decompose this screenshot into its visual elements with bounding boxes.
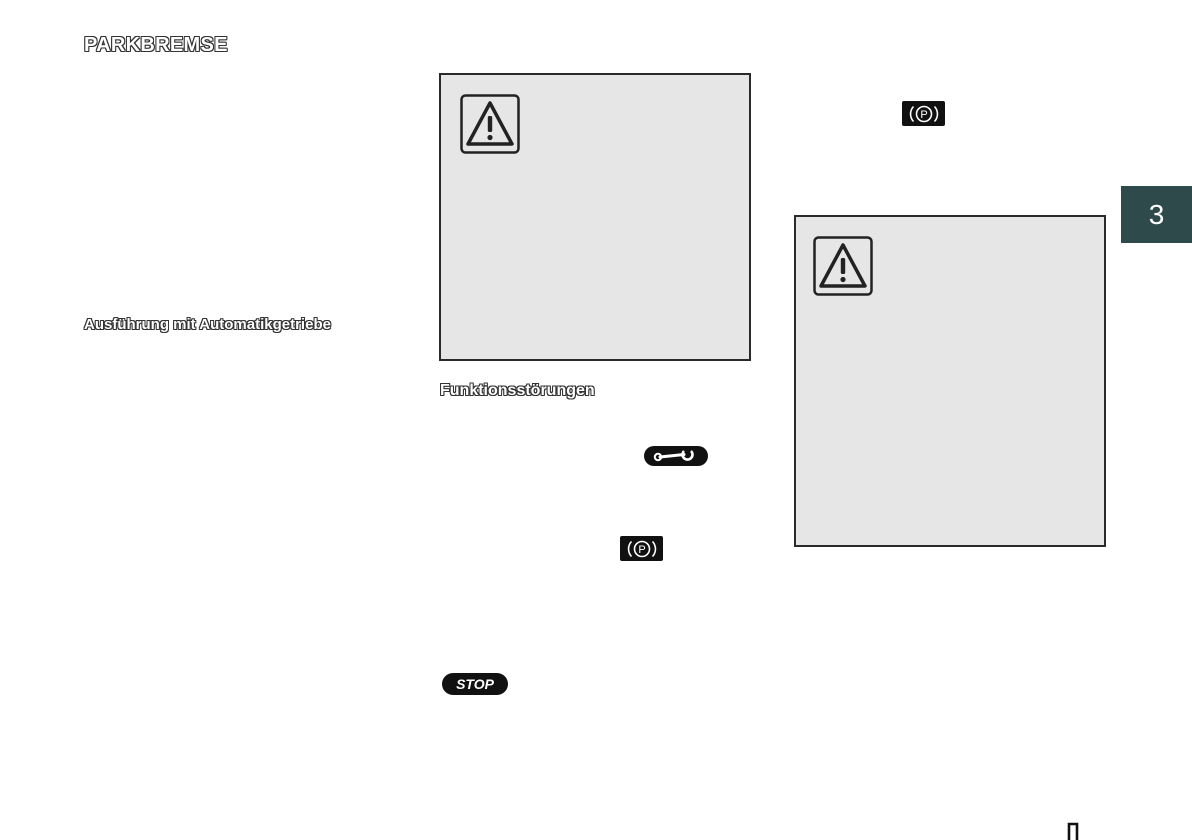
page-title: PARKBREMSE [84,34,228,56]
warning-triangle-icon [460,94,520,154]
stop-label: STOP [456,676,494,692]
warning-triangle-icon [813,236,873,296]
warning-box [794,215,1106,547]
section-heading-automatic: Ausführung mit Automatikgetriebe [84,316,331,333]
page-mark-icon [1067,822,1079,840]
parking-brake-symbol: P [919,108,928,121]
wrench-icon [644,446,708,466]
warning-box [439,73,751,361]
parking-brake-symbol: P [637,543,646,556]
stop-icon [442,673,508,695]
parking-brake-icon [620,536,663,561]
parking-brake-icon [902,101,945,126]
section-heading-faults: Funktionsstörungen [440,382,595,399]
chapter-tab: 3 [1121,186,1192,243]
